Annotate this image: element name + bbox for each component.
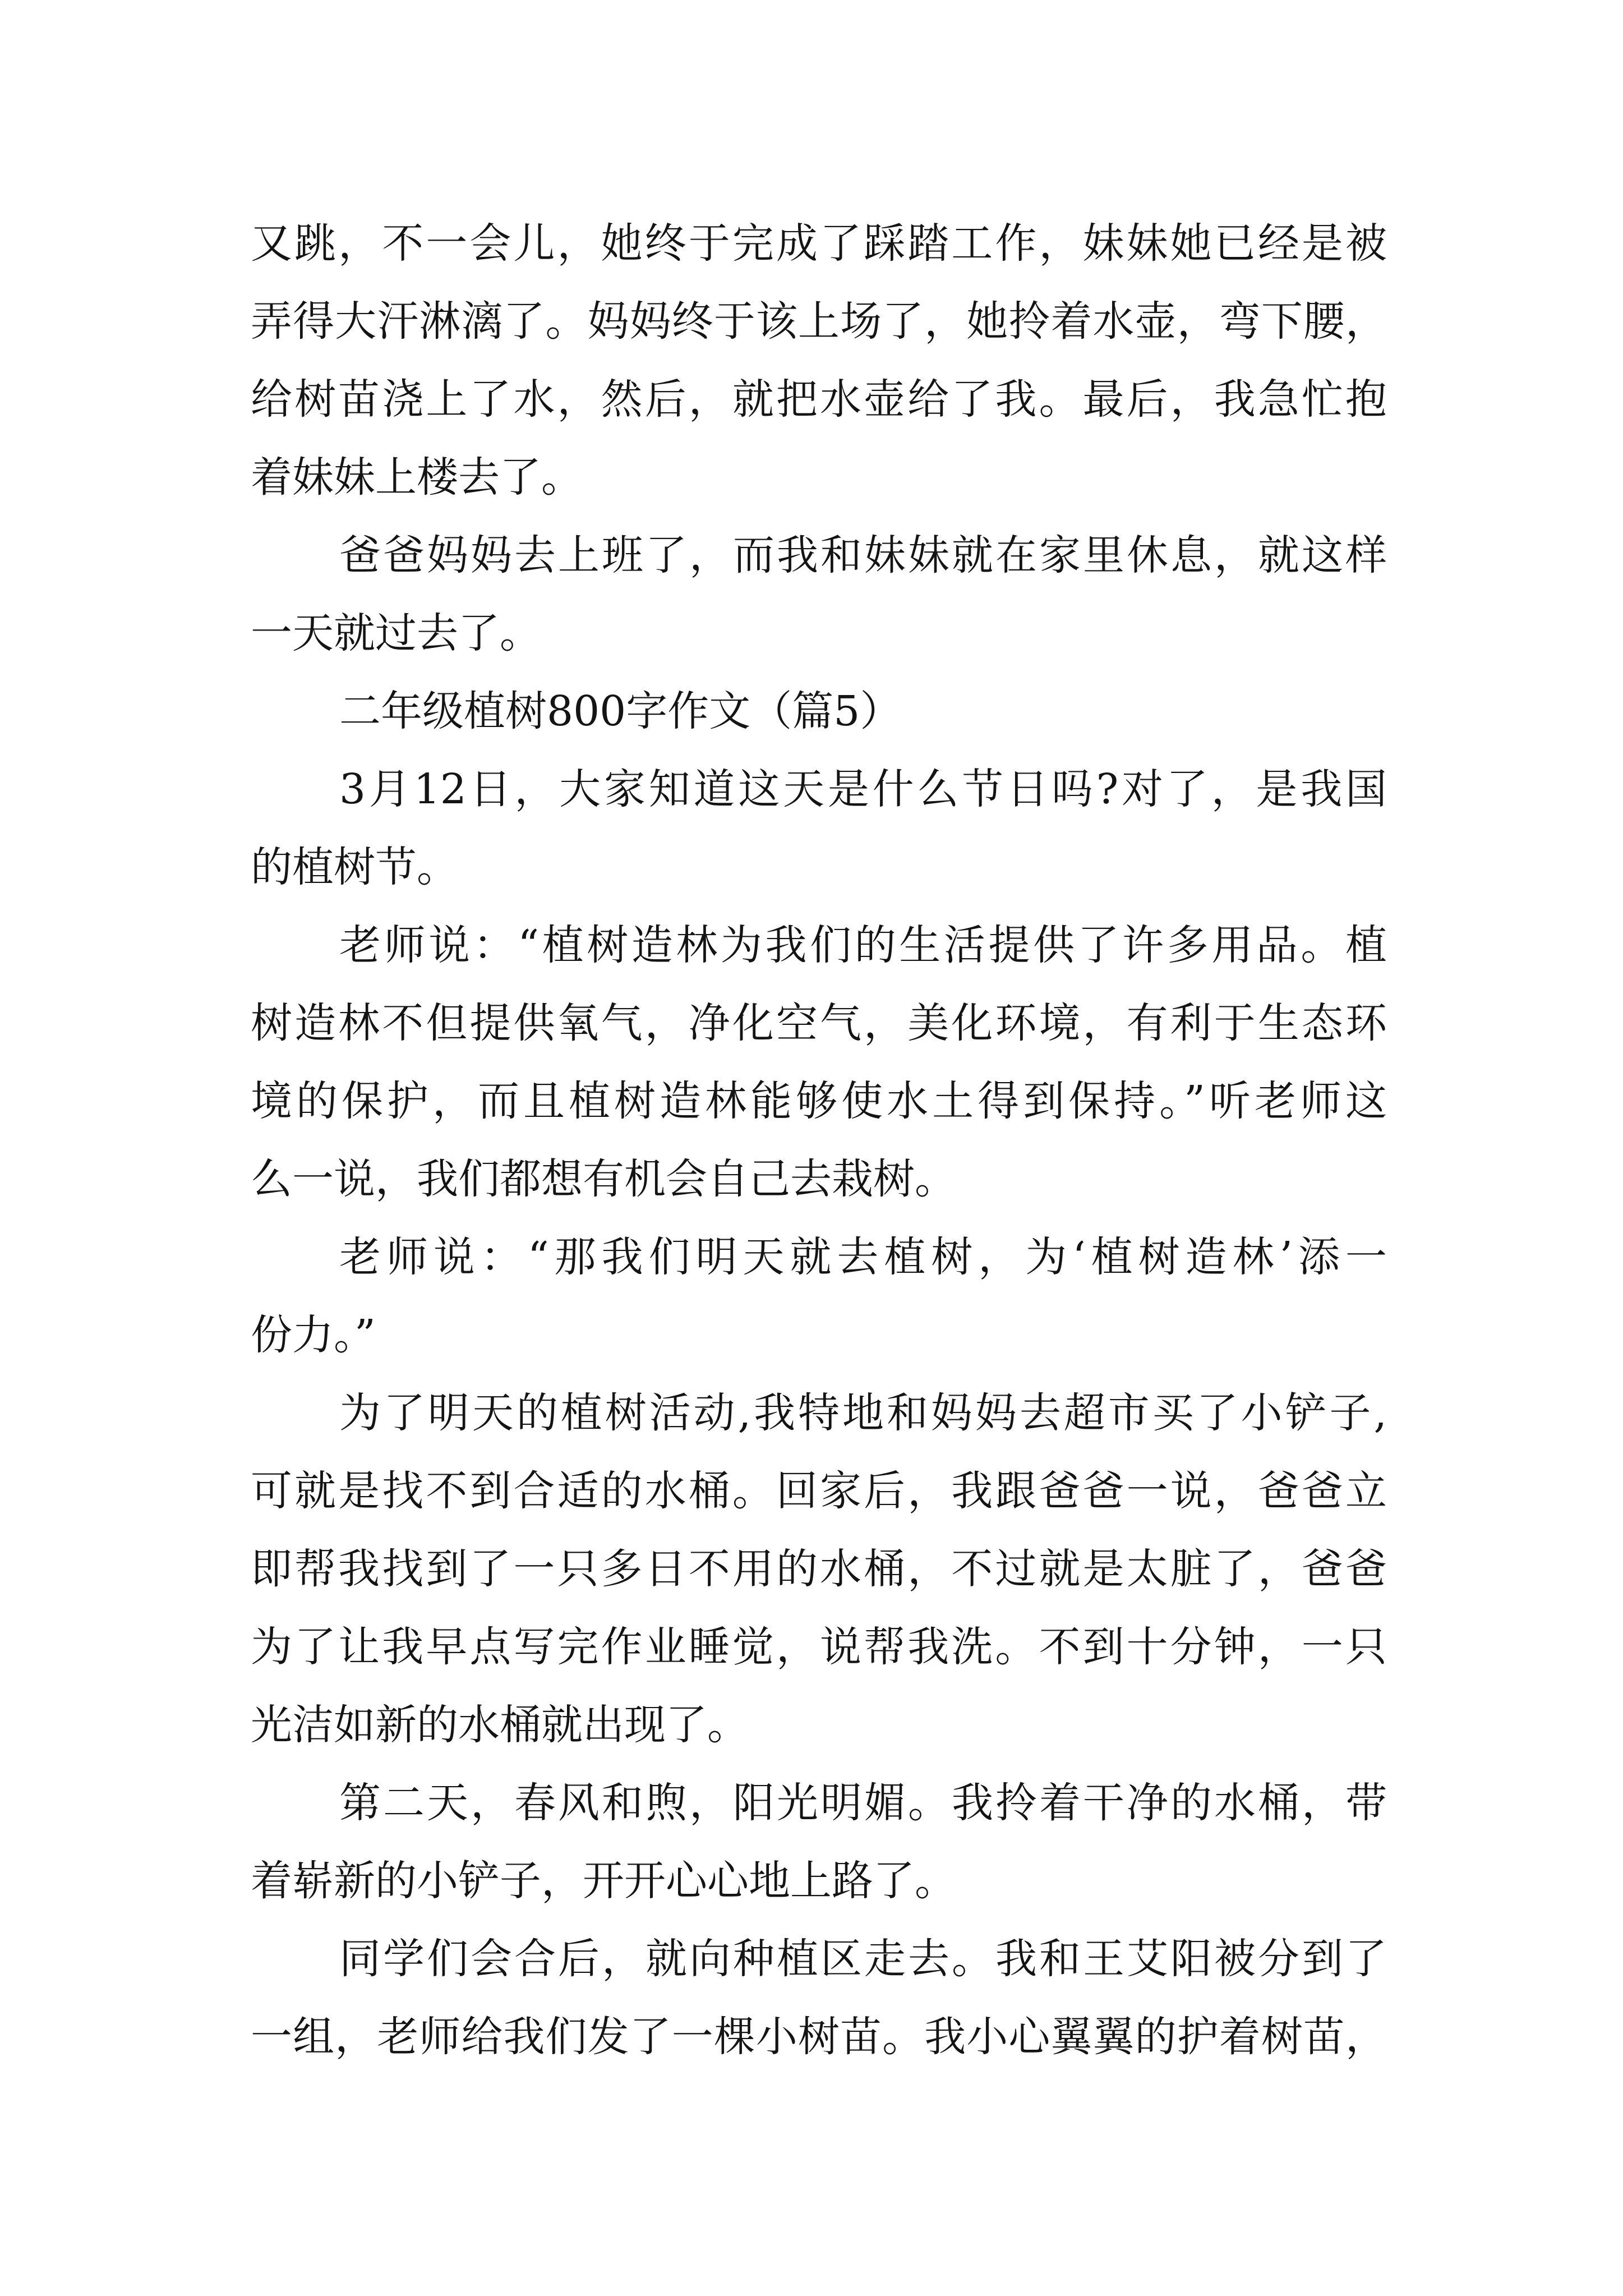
paragraph [251,907,1387,1218]
text-line: 为了让我早点写完作业睡觉，说帮我洗。不到十分钟，一只 [251,1623,1387,1671]
text-line: 一天就过去了。 [251,609,541,657]
text-line: 老师说：“那我们明天就去植树，为‘植树造林’添一 [339,1233,1387,1281]
text-line: 同学们会合后，就向种植区走去。我和王艾阳被分到了 [339,1935,1387,1983]
paragraph [251,1920,1387,2076]
text-line: 3月12日，大家知道这天是什么节日吗?对了，是我国 [339,765,1387,813]
paragraph [251,1218,1387,1374]
text-line: 着妹妹上楼去了。 [251,453,583,501]
text-line: 树造林不但提供氧气，净化空气，美化环境，有利于生态环 [251,999,1387,1047]
document-page [251,205,1387,2076]
text-line: 可就是找不到合适的水桶。回家后，我跟爸爸一说，爸爸立 [251,1467,1387,1515]
paragraph [251,205,1387,517]
text-line: 份力。” [251,1311,376,1359]
text-line: 境的保护，而且植树造林能够使水土得到保持。”听老师这 [251,1077,1387,1125]
paragraph [251,751,1387,907]
text-line: 弄得大汗淋漓了。妈妈终于该上场了，她拎着水壶，弯下腰， [251,297,1387,346]
text-line: 给树苗浇上了水，然后，就把水壶给了我。最后，我急忙抱 [251,375,1387,424]
section-heading [251,673,1387,751]
text-line: 的植树节。 [251,843,458,891]
text-line: 一组，老师给我们发了一棵小树苗。我小心翼翼的护着树苗， [251,2013,1387,2061]
text-line: 为了明天的植树活动,我特地和妈妈去超市买了小铲子, [339,1389,1387,1437]
paragraph [251,1374,1387,1764]
text-line: 爸爸妈妈去上班了，而我和妹妹就在家里休息，就这样 [339,531,1387,579]
heading-text: 二年级植树800字作文（篇5） [339,687,902,735]
paragraph [251,1764,1387,1920]
paragraph [251,517,1387,673]
text-line: 第二天，春风和煦，阳光明媚。我拎着干净的水桶，带 [339,1779,1387,1827]
text-line: 么一说，我们都想有机会自己去栽树。 [251,1155,956,1203]
text-line: 着崭新的小铲子，开开心心地上路了。 [251,1857,956,1905]
text-line: 光洁如新的水桶就出现了。 [251,1701,749,1749]
text-line: 老师说：“植树造林为我们的生活提供了许多用品。植 [339,921,1387,969]
text-line: 又跳，不一会儿，她终于完成了踩踏工作，妹妹她已经是被 [251,219,1387,268]
text-line: 即帮我找到了一只多日不用的水桶，不过就是太脏了，爸爸 [251,1545,1387,1593]
